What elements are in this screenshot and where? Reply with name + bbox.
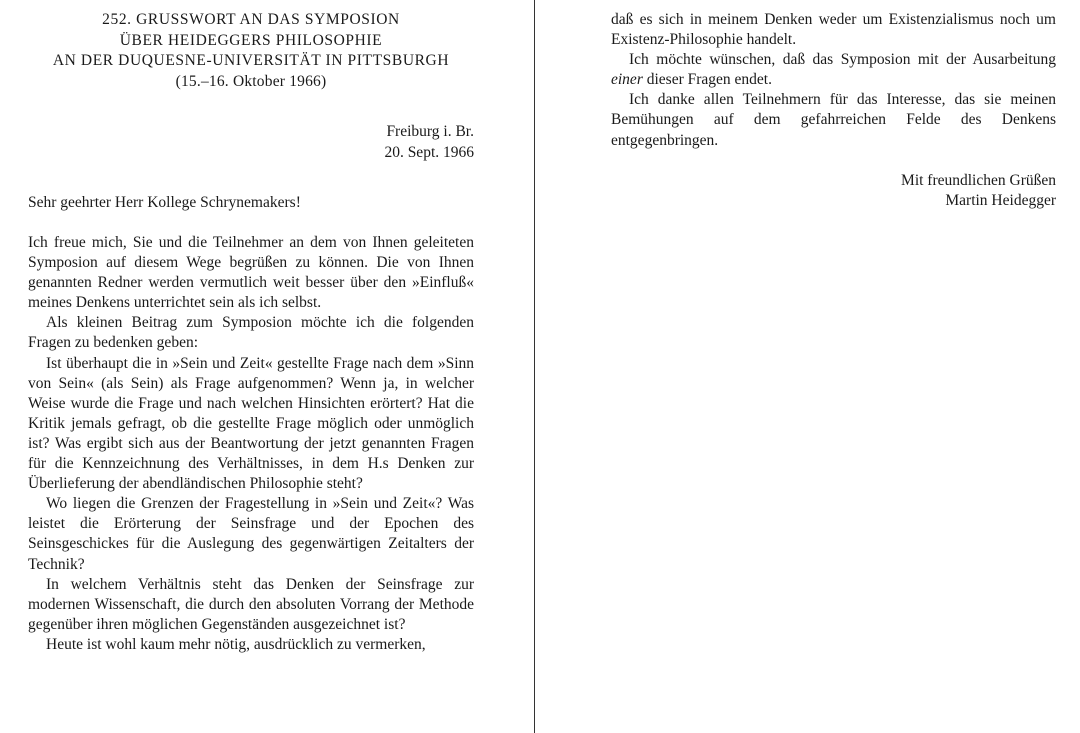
signature: Martin Heidegger: [945, 191, 1056, 209]
closing-formula: Mit freundlichen Grüßen: [901, 171, 1056, 189]
paragraph: Wo liegen die Grenzen der Fragestellung in »Sein und Zeit«? Was leistet die Erörterung der Seinsfrage und der Epochen des Seinsgeschickes für die Auslegung des gegenwärtigen Zeitalters der Technik?: [28, 495, 474, 573]
paragraph: Ich danke allen Teilnehmern für das Interesse, das sie meinen Bemühungen auf dem gefahrreichen Felde des Denkens entgegenbringen.: [611, 91, 1056, 149]
page-divider: [534, 0, 535, 733]
heading-date: (15.–16. Oktober 1966): [175, 72, 327, 90]
paragraph: Ich freue mich, Sie und die Teilnehmer an dem von Ihnen geleiteten Symposion auf diesem Wege begrüßen zu können. Die von Ihnen genannten Redner werden vermutlich weit besser über den »Einfluß« meines Denkens unterrichtet sein als ich selbst.: [28, 234, 474, 312]
salutation: Sehr geehrter Herr Kollege Schrynemakers!: [28, 194, 301, 211]
paragraph: In welchem Verhältnis steht das Denken der Seinsfrage zur modernen Wissenschaft, die durch den absoluten Vorrang der Methode gegenüber ihren möglichen Gegenständen ausgezeichnet ist?: [28, 575, 474, 633]
paragraph: [611, 50, 1056, 90]
paragraph-text: dieser Fragen endet.: [642, 71, 772, 89]
heading-line-2: ÜBER HEIDEGGERS PHILOSOPHIE: [119, 31, 383, 49]
paragraph-text: Ich möchte wünschen, daß das Symposion mit der Ausarbeitung: [629, 51, 1056, 69]
emphasis: einer: [611, 71, 643, 89]
paragraph: Als kleinen Beitrag zum Symposion möchte ich die folgenden Fragen zu bedenken geben:: [28, 314, 474, 352]
left-page: [28, 0, 474, 733]
chapter-heading: [28, 10, 474, 92]
paragraph: Heute ist wohl kaum mehr nötig, ausdrücklich zu vermerken,: [46, 635, 426, 653]
letter-place: Freiburg i. Br.: [386, 123, 474, 140]
heading-line-3: AN DER DUQUESNE-UNIVERSITÄT IN PITTSBURGH: [52, 52, 450, 69]
heading-line-1: 252. GRUSSWORT AN DAS SYMPOSION: [102, 11, 400, 28]
letter-date: 20. Sept. 1966: [384, 143, 474, 161]
paragraph: daß es sich in meinem Denken weder um Existenzialismus noch um Existenz-Philosophie handelt.: [611, 11, 1056, 49]
right-page: [611, 0, 1056, 733]
paragraph: Ist überhaupt die in »Sein und Zeit« gestellte Frage nach dem »Sinn von Sein« (als Sein) als Frage aufgenommen? Wenn ja, in welcher Weise wurde die Frage und nach welchen Hinsichten erörtert? Hat die Kritik jemals gefragt, ob die gestellte Frage möglich oder unmöglich ist? Was ergibt sich aus der Beantwortung der jetzt genannten Fragen für die Kennzeichnung des Verhältnisses, in dem H.s Denken zur Überlieferung der abendländischen Philosophie steht?: [28, 354, 474, 493]
letter-place-date: [28, 122, 474, 163]
letter-closing: [611, 171, 1056, 211]
letter-body: [28, 233, 474, 655]
